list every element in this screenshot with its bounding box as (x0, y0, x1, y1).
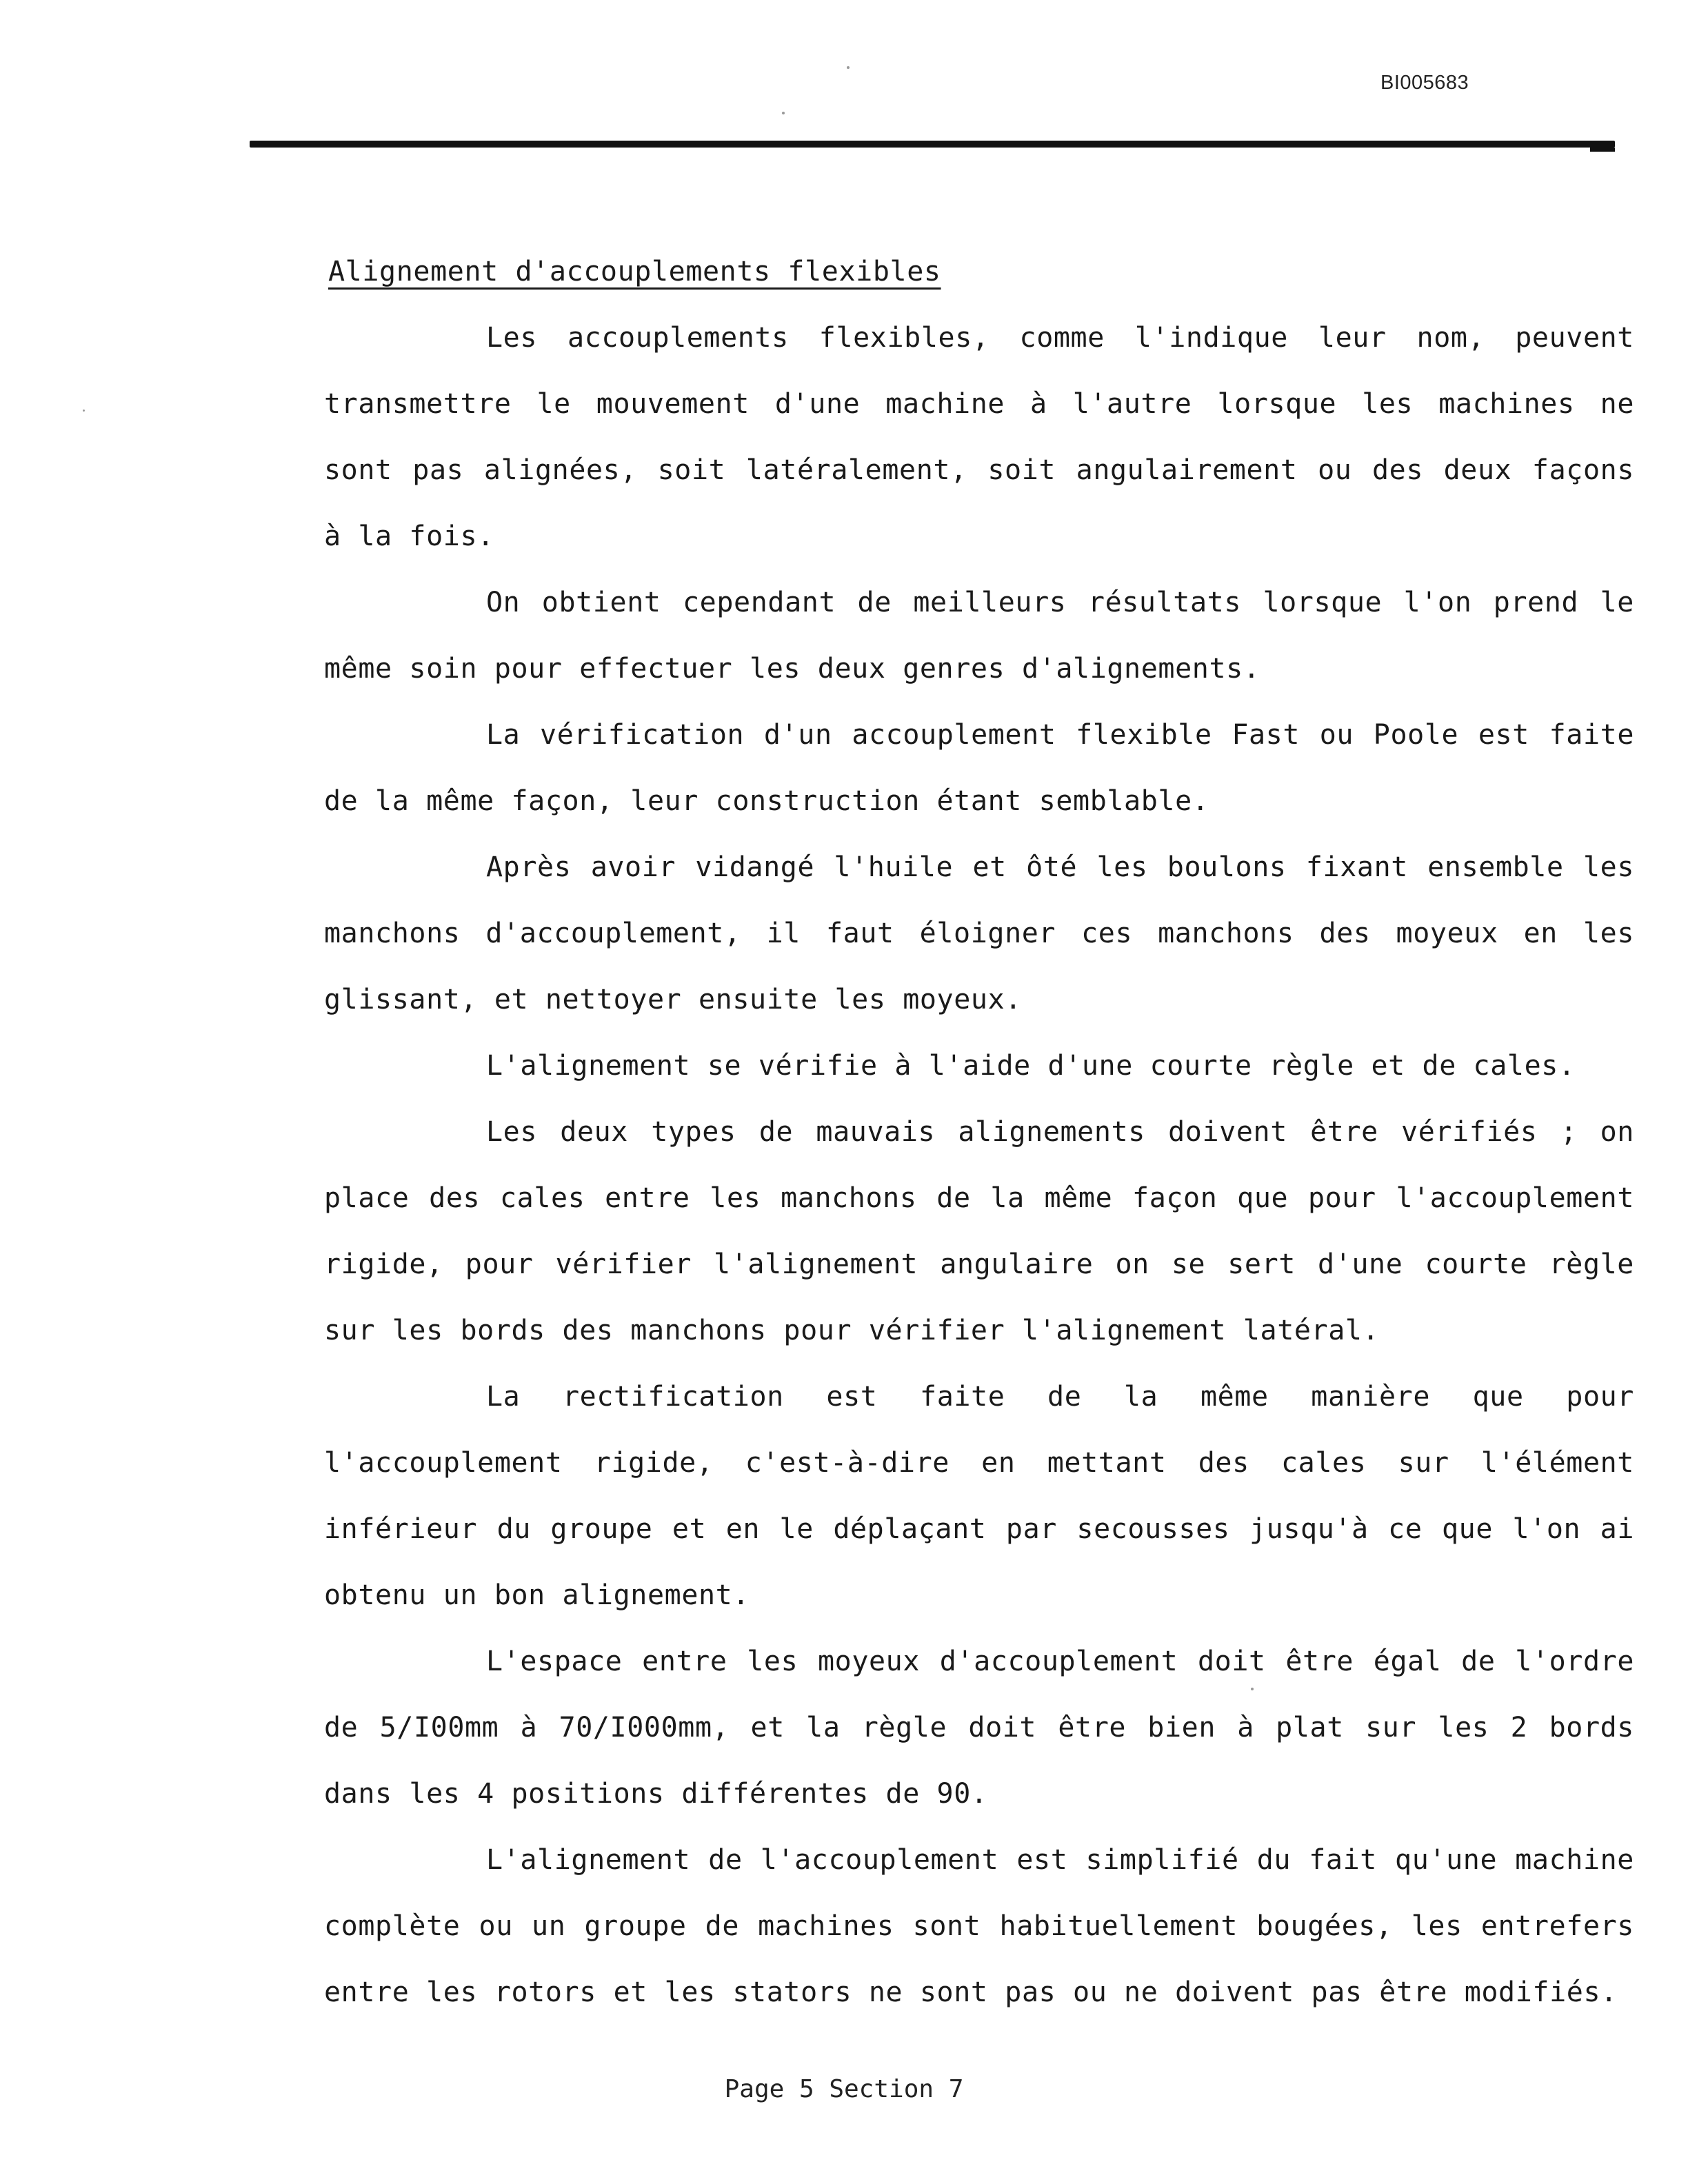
page-footer: Page 5 Section 7 (724, 2075, 964, 2103)
scan-speck (83, 410, 85, 412)
paragraph (324, 702, 1634, 834)
paragraph (324, 1827, 1634, 2025)
paragraph-text: Les deux types de mauvais alignements doivent être vérifiés ; on place des cales entre les manchons de la même façon que pour l'accouplement rigide, pour vérifier l'alignement angulaire on se sert d'une courte règle sur les bords des manchons pour vérifier l'alignement latéral. (324, 1116, 1634, 1346)
paragraph-text: Les accouplements flexibles, comme l'indique leur nom, peuvent transmettre le mouvement d'une machine à l'autre lorsque les machines ne sont pas alignées, soit latéralement, soit angulairement ou des deux façons à la fois. (324, 322, 1634, 552)
paragraph (324, 1628, 1634, 1827)
paragraph (324, 1364, 1634, 1628)
paragraph-text: La vérification d'un accouplement flexible Fast ou Poole est faite de la même façon, leur construction étant semblable. (324, 719, 1634, 817)
header-rule-end (1590, 148, 1615, 152)
paragraph-text: La rectification est faite de la même manière que pour l'accouplement rigide, c'est-à-dire en mettant des cales sur l'élément inférieur du groupe et en le déplaçant par secousses jusqu'à ce que l'on ai obtenu un bon alignement. (324, 1381, 1634, 1611)
paragraph (324, 1099, 1634, 1364)
scan-speck (1251, 1688, 1254, 1690)
scan-speck (847, 66, 850, 69)
section-title: Alignement d'accouplements flexibles (328, 256, 941, 287)
paragraph-text: L'alignement se vérifie à l'aide d'une courte règle et de cales. (486, 1050, 1576, 1082)
paragraph (324, 305, 1634, 569)
document-body (324, 239, 1634, 2025)
paragraph-text: L'alignement de l'accouplement est simplifié du fait qu'une machine complète ou un groupe de machines sont habituellement bougées, les entrefers entre les rotors et les stators ne sont pas ou ne doivent pas être modifiés. (324, 1844, 1634, 2008)
paragraph-text: On obtient cependant de meilleurs résultats lorsque l'on prend le même soin pour effectuer les deux genres d'alignements. (324, 587, 1634, 685)
document-id: BI005683 (1380, 72, 1469, 94)
header-rule (250, 141, 1615, 148)
section-title-line (324, 239, 1634, 305)
paragraph-text: Après avoir vidangé l'huile et ôté les boulons fixant ensemble les manchons d'accouplement, il faut éloigner ces manchons des moyeux en les glissant, et nettoyer ensuite les moyeux. (324, 851, 1634, 1015)
paragraph (324, 569, 1634, 702)
paragraph-text: L'espace entre les moyeux d'accouplement doit être égal de l'ordre de 5/I00mm à 70/I000mm, et la règle doit être bien à plat sur les 2 bords dans les 4 positions différentes de 90. (324, 1646, 1634, 1810)
scan-speck (782, 112, 785, 114)
paragraph (324, 834, 1634, 1033)
paragraph (324, 1033, 1634, 1099)
